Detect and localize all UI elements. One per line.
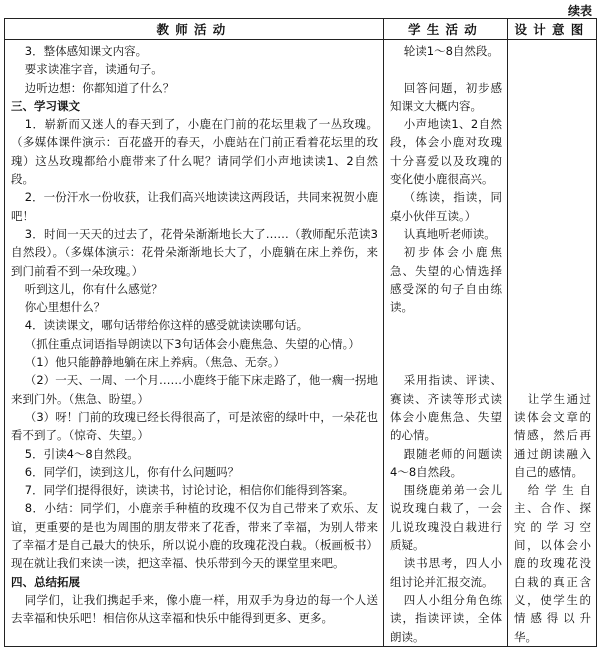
teacher-paragraph: 三、学习课文 <box>11 98 80 113</box>
teacher-paragraph: 同学们，让我们携起手来，像小鹿一样，用双手为身边的每一个人送去幸福和快乐吧！相信你从这幸福和快乐中能得到更多、更多。 <box>11 592 378 626</box>
student-paragraph: 跟随老师的问题读4～8自然段。 <box>390 446 502 479</box>
teacher-paragraph: 7．同学们提得很好，读读书，讨论讨论，相信你们能得到答案。 <box>24 483 355 498</box>
teacher-paragraph: 听到这儿，你有什么感觉？ <box>24 281 163 296</box>
teacher-paragraph: 你心里想什么？ <box>24 300 106 315</box>
student-activity-text <box>384 40 507 646</box>
intent-paragraph: 让学生通过读体会文章的情感，然后再通过朗读融入自己的感情。 <box>514 391 591 479</box>
student-paragraph: 初步体会小鹿焦急、失望的心情选择感受深的句子自由练读。 <box>390 245 502 315</box>
teacher-paragraph: （1）他只能静静地躺在床上养病。（焦急、无奈。） <box>24 355 286 370</box>
table-header-row <box>5 19 597 40</box>
teacher-paragraph: 8．小结：同学们，小鹿亲手种植的玫瑰不仅为自己带来了欢乐、友谊，更重要的是也为周围的朋友带来了花香，带来了幸福，为别人带来了幸福才是自己最大的快乐，所以说小鹿的玫瑰花没白栽。（板画板书）现在就让我们来读一读，把这幸福、快乐带到今天的课堂里来吧。 <box>11 501 378 571</box>
design-intent-cell <box>508 40 597 647</box>
teacher-paragraph: 要求读准字音，读通句子。 <box>24 62 163 77</box>
teacher-activity-text <box>5 40 383 628</box>
student-paragraph: （练读，指读，同桌小伙伴互读。） <box>390 190 502 223</box>
student-paragraph: 采用指读、评读、赛读、齐读等形式读体会小鹿焦急、失望的心情。 <box>390 373 502 443</box>
table-body-row <box>5 40 597 647</box>
header-teacher-activity: 教师活动 <box>5 19 384 40</box>
teacher-paragraph: 3．时间一天天的过去了，花骨朵渐渐地长大了……（教师配乐范读3自然段）。（多媒体演示：花骨朵渐渐地长大了，小鹿躺在床上养伤，来到门前看不到一朵玫瑰。） <box>11 226 378 278</box>
student-paragraph: 回答问题，初步感知课文大概内容。 <box>390 80 502 113</box>
lesson-plan-table <box>4 18 597 647</box>
teacher-paragraph: 5．引读4～8自然段。 <box>24 446 139 461</box>
teacher-paragraph: 边听边想：你都知道了什么？ <box>24 80 175 95</box>
continued-label: 续表 <box>567 4 592 18</box>
teacher-paragraph: （2）一天、一周、一个月……小鹿终于能下床走路了，他一瘸一拐地来到门外。（焦急、盼望。） <box>11 373 378 406</box>
student-paragraph: 轮读1～8自然段。 <box>403 44 499 58</box>
student-paragraph: 围绕鹿弟弟一会儿说玫瑰白栽了，一会儿说玫瑰没白栽进行质疑。 <box>390 483 502 553</box>
student-paragraph: 四人小组分角色练读，指读评读，全体朗读。 <box>390 592 502 644</box>
teacher-paragraph: （3）呀！门前的玫瑰已经长得很高了，可是浓密的绿叶中，一朵花也看不到了。（惊奇、失望。） <box>11 409 378 443</box>
student-paragraph: 认真地听老师读。 <box>403 226 496 241</box>
teacher-paragraph: 1．崭新而又迷人的春天到了，小鹿在门前的花坛里栽了一丛玫瑰。（多媒体课件演示：百花盛开的春天，小鹿站在门前正看着花坛里的玫瑰）这丛玫瑰都给小鹿带来了什么呢？请同学们小声地读读1、2自然段。 <box>11 117 378 187</box>
student-paragraph: 读书思考，四人小组讨论并汇报交流。 <box>390 556 502 589</box>
header-student-activity: 学生活动 <box>384 19 508 40</box>
teacher-paragraph: 4．读读课文，哪句话带给你这样的感受就读读哪句话。 <box>24 318 309 333</box>
student-paragraph: 小声地读1、2自然段，体会小鹿对玫瑰十分喜爱以及玫瑰的变化使小鹿很高兴。 <box>390 117 502 187</box>
student-activity-cell <box>384 40 508 647</box>
teacher-paragraph: 3．整体感知课文内容。 <box>24 44 148 58</box>
teacher-activity-cell <box>5 40 384 647</box>
header-design-intent: 设计意图 <box>508 19 597 40</box>
intent-paragraph: 给学生自主、合作、探究的学习空间，以体会小鹿的玫瑰花没白栽的真正含义，使学生的情感得以升华。 <box>514 483 591 644</box>
teacher-paragraph: 四、总结拓展 <box>11 574 80 589</box>
design-intent-text <box>508 40 596 646</box>
teacher-paragraph: （抓住重点词语指导朗读以下3句话体会小鹿焦急、失望的心情。） <box>24 336 360 351</box>
teacher-paragraph: 2．一份汗水一份收获，让我们高兴地读读这两段话，共同来祝贺小鹿吧！ <box>11 190 378 223</box>
teacher-paragraph: 6．同学们，读到这儿，你有什么问题吗？ <box>24 464 240 479</box>
